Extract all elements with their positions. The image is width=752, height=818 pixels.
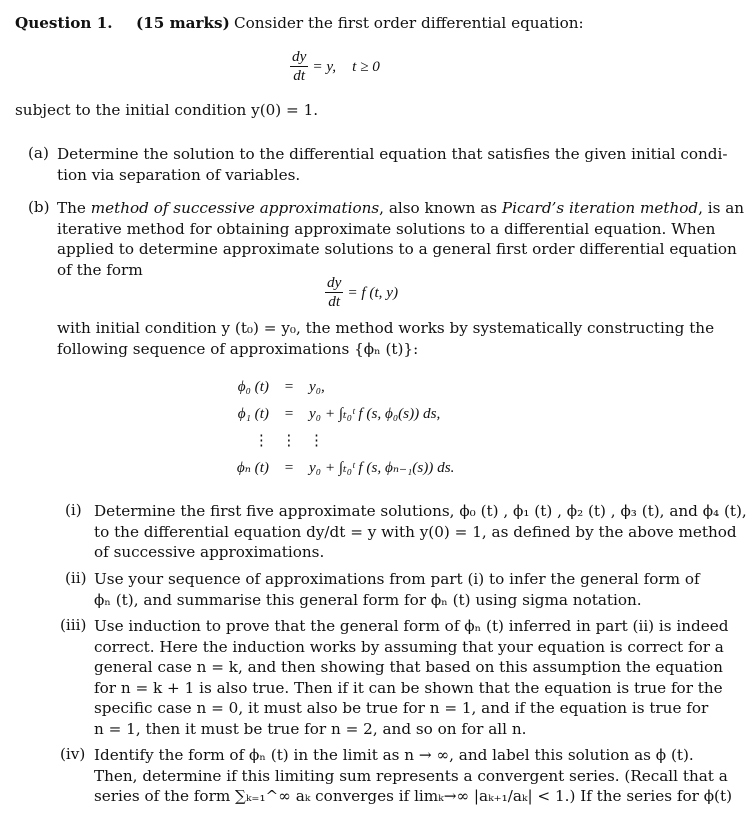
sequence-row	[229, 373, 454, 400]
sub-i-line: to the differential equation dy/dt = y with y(0) = 1, as defined by the above method	[94, 522, 737, 541]
main-eq-condition: t ≥ 0	[352, 57, 380, 75]
sub-i-line: Determine the first five approximate solutions, ϕ₀ (t) , ϕ₁ (t) , ϕ₂ (t) , ϕ₃ (t), and ϕ₄ (t),	[94, 502, 747, 520]
sub-i-label: (i)	[65, 501, 82, 519]
question-intro: Consider the first order differential equation:	[234, 14, 584, 32]
sub-iv-line: series of the form ∑ₖ₌₁^∞ aₖ converges if limₖ→∞ |aₖ₊₁/aₖ| < 1.) If the series for ϕ(t)	[94, 787, 733, 805]
general-equation-fraction	[325, 274, 343, 311]
sub-iii-line: specific case n = 0, it must also be true for n = 1, and if the equation is true for	[94, 699, 709, 717]
sub-i-text	[94, 501, 747, 563]
sequence-row	[229, 427, 454, 454]
main-eq-rhs: = y,	[312, 57, 337, 75]
general-equation	[325, 274, 398, 311]
sub-iii-line: correct. Here the induction works by assuming that your equation is correct for a	[94, 637, 724, 656]
part-b-text	[57, 198, 744, 280]
sub-iv-line: Identify the form of ϕₙ (t) in the limit as n → ∞, and label this solution as ϕ (t).	[94, 746, 694, 764]
sequence-vdots: ⋮	[309, 432, 325, 449]
main-equation	[290, 48, 380, 85]
method-name-emphasis: method of successive approximations	[90, 199, 380, 217]
part-b-line1-mid: , also known as	[379, 199, 502, 217]
sub-iii-line: general case n = k, and then showing that based on this assumption the equation	[94, 658, 723, 676]
sequence-row	[229, 454, 454, 481]
part-b-text-continued	[57, 318, 714, 359]
part-a-label: (a)	[28, 144, 49, 162]
sequence-vdots: ⋮	[253, 432, 269, 449]
initial-condition: subject to the initial condition y(0) = 1.	[15, 101, 319, 119]
picard-name-emphasis: Picard’s iteration method	[501, 199, 699, 217]
approximation-sequence	[229, 373, 454, 481]
sequence-rhs: y₀ + ∫ₜ₀ᵗ f (s, ϕ₀(s)) ds,	[309, 405, 441, 422]
sub-iv-line: Then, determine if this limiting sum represents a convergent series. (Recall that a	[94, 766, 728, 785]
sub-iii-text	[94, 616, 728, 739]
part-b-line: iterative method for obtaining approximate solutions to a differential equation. When	[57, 219, 716, 238]
part-b-line: following sequence of approximations {ϕₙ (t)}:	[57, 339, 419, 358]
sub-iii-line: Use induction to prove that the general form of ϕₙ (t) inferred in part (ii) is indeed	[94, 617, 729, 635]
part-a-line: Determine the solution to the differential equation that satisfies the given initial condi-	[57, 145, 728, 163]
sequence-lhs: ϕ₀ (t)	[237, 377, 269, 395]
part-b-line: with initial condition y (t₀) = y₀, the method works by systematically constructing the	[57, 319, 715, 337]
general-eq-rhs: = f (t, y)	[347, 283, 399, 301]
sub-ii-label: (ii)	[65, 569, 87, 587]
part-b-label: (b)	[28, 198, 50, 216]
main-equation-fraction	[290, 48, 308, 85]
sub-i-line: of successive approximations.	[94, 543, 325, 561]
general-eq-denominator: dt	[328, 293, 341, 310]
sub-ii-line: Use your sequence of approximations from part (i) to infer the general form of	[94, 570, 700, 588]
sub-iii-line: for n = k + 1 is also true. Then if it can be shown that the equation is true for the	[94, 678, 723, 697]
sequence-lhs: ϕₙ (t)	[236, 459, 269, 476]
sequence-row	[229, 400, 454, 427]
sub-iv-text	[94, 745, 732, 807]
part-b-line	[57, 198, 744, 219]
part-a-line: tion via separation of variables.	[57, 165, 301, 184]
question-label: Question 1.	[15, 14, 113, 32]
part-b-line1-pre: The	[57, 199, 91, 217]
general-eq-numerator: dy	[327, 274, 342, 291]
sub-ii-text	[94, 569, 700, 610]
sequence-rhs: y₀ + ∫ₜ₀ᵗ f (s, ϕₙ₋₁(s)) ds.	[309, 459, 455, 476]
sequence-vdots: ⋮	[281, 432, 297, 449]
sequence-lhs: ϕ₁ (t)	[237, 404, 269, 422]
main-eq-numerator: dy	[292, 48, 307, 65]
sequence-relation: =	[284, 458, 294, 476]
sub-ii-line: ϕₙ (t), and summarise this general form for ϕₙ (t) using sigma notation.	[94, 590, 642, 609]
part-b-line: of the form	[57, 260, 143, 279]
sequence-relation: =	[284, 404, 294, 422]
part-a-text	[57, 144, 728, 185]
marks-label: (15 marks)	[136, 14, 230, 32]
sub-iii-line: n = 1, then it must be true for n = 2, and so on for all n.	[94, 719, 527, 738]
main-eq-denominator: dt	[293, 67, 306, 84]
part-b-line: applied to determine approximate solutions to a general first order differential equation	[57, 240, 737, 258]
sub-iii-label: (iii)	[60, 616, 87, 634]
sequence-relation: =	[284, 377, 294, 395]
part-b-line1-post: , is an	[698, 199, 745, 217]
sub-iv-label: (iv)	[60, 745, 86, 763]
sequence-rhs: y₀,	[309, 377, 325, 395]
